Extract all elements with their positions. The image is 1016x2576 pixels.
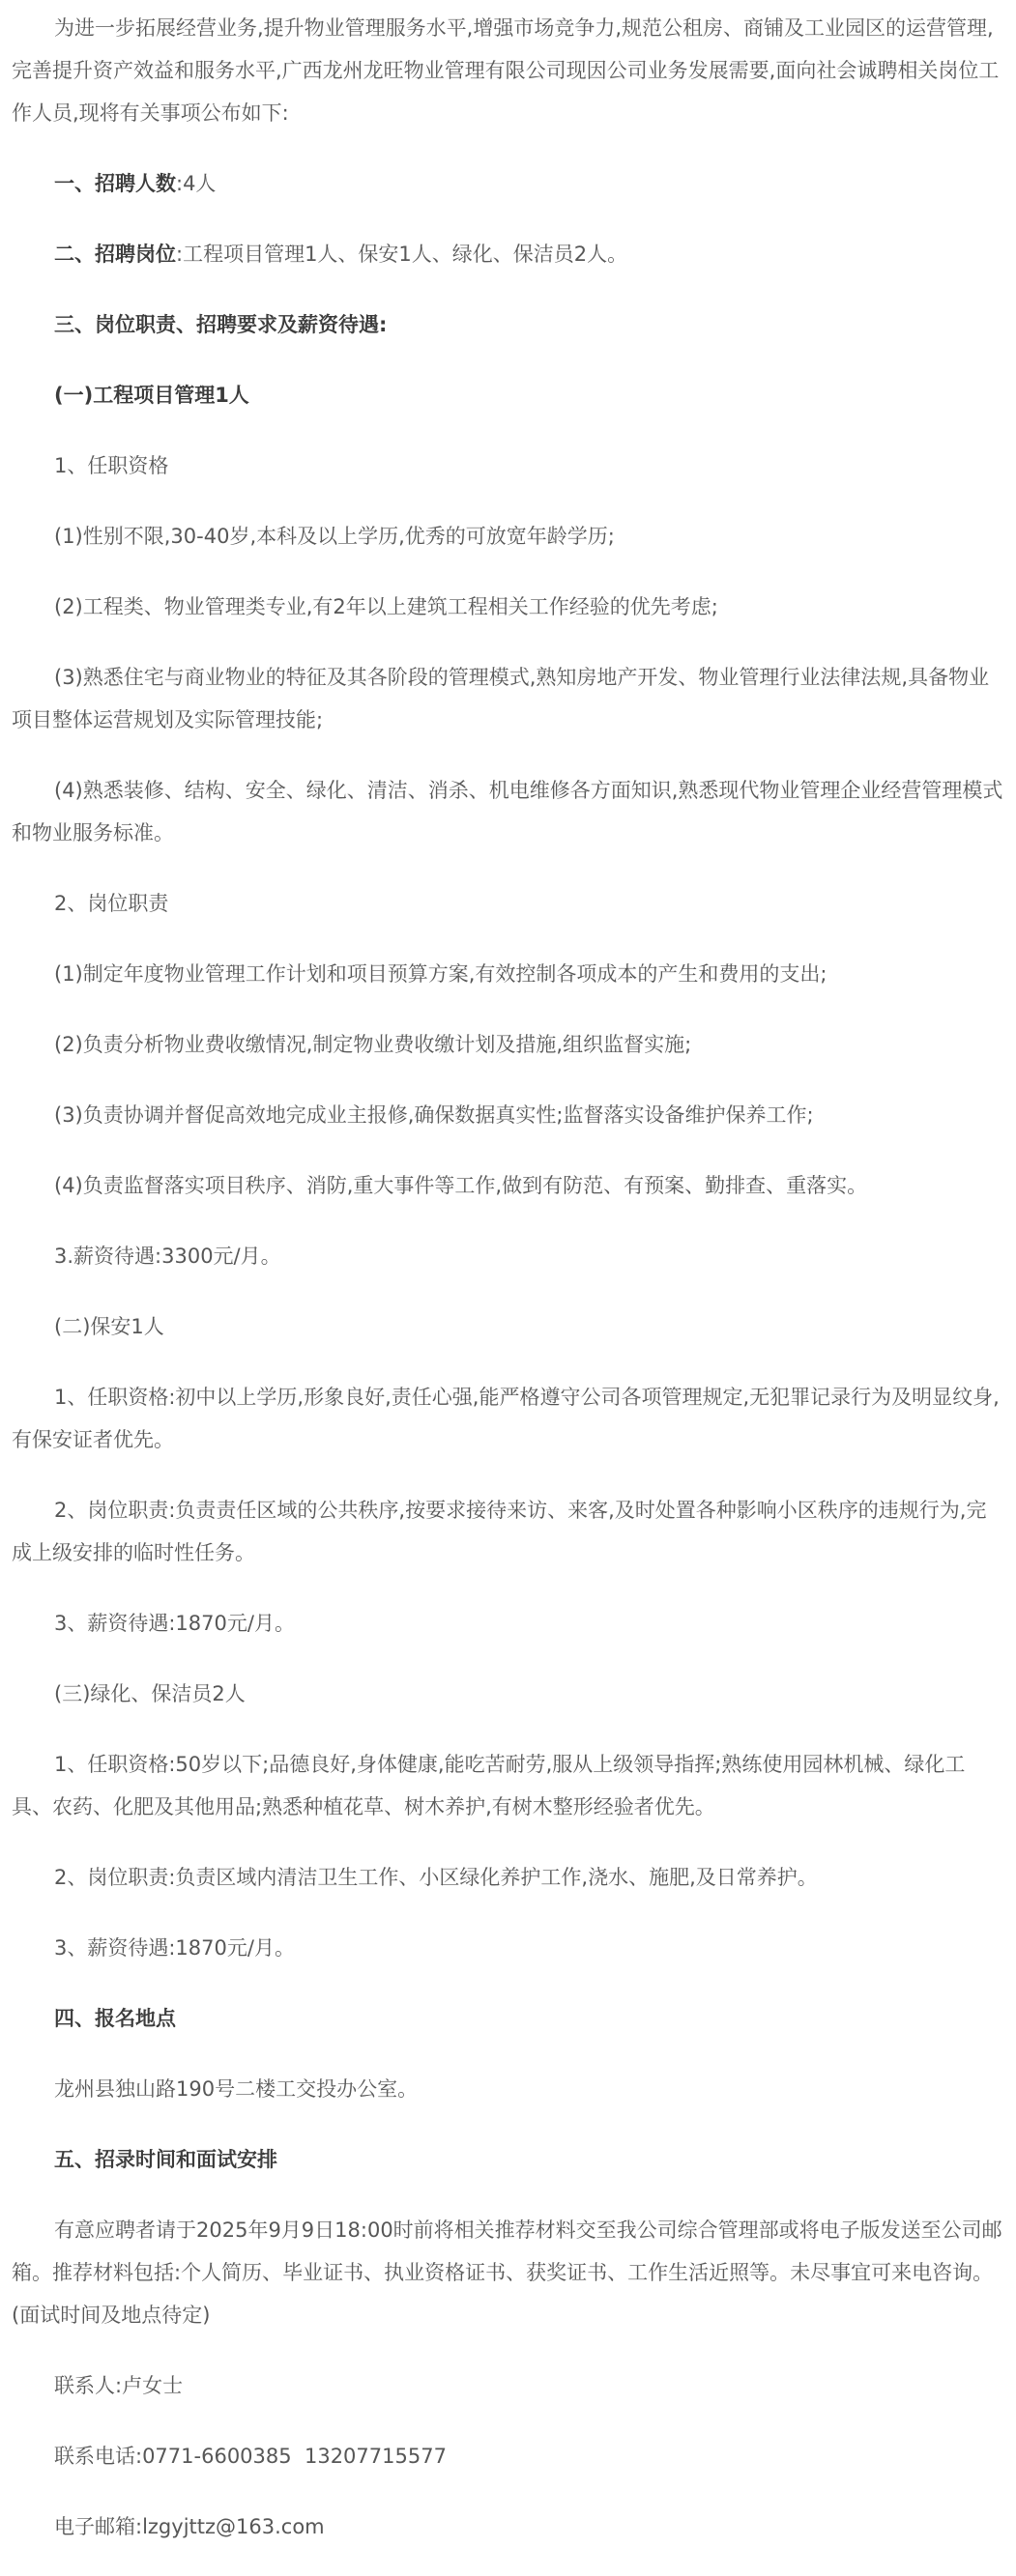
paragraph-text: (1)制定年度物业管理工作计划和项目预算方案,有效控制各项成本的产生和费用的支出; — [54, 962, 827, 986]
paragraph-27 — [12, 2138, 1005, 2181]
paragraph-7 — [12, 515, 1005, 558]
paragraph-29 — [12, 2364, 1005, 2407]
paragraph-text: 2、岗位职责:负责责任区域的公共秩序,按要求接待来访、来客,及时处置各种影响小区秩序的违规行为,完成上级安排的临时性任务。 — [12, 1499, 987, 1564]
paragraph-12 — [12, 953, 1005, 995]
paragraph-18 — [12, 1376, 1005, 1461]
paragraph-text: 电子邮箱:lzgyjttz@163.com — [54, 2515, 325, 2538]
paragraph-30 — [12, 2435, 1005, 2477]
paragraph-3 — [12, 233, 1005, 275]
paragraph-text: (1)性别不限,30-40岁,本科及以上学历,优秀的可放宽年龄学历; — [54, 525, 615, 548]
paragraph-6 — [12, 444, 1005, 487]
paragraph-text: 联系电话:0771-6600385 13207715577 — [54, 2445, 447, 2468]
paragraph-23 — [12, 1856, 1005, 1899]
paragraph-text: (4)熟悉装修、结构、安全、绿化、清洁、消杀、机电维修各方面知识,熟悉现代物业管理企业经营管理模式和物业服务标准。 — [12, 779, 1003, 844]
paragraph-19 — [12, 1489, 1005, 1574]
paragraph-11 — [12, 882, 1005, 925]
paragraph-text: (三)绿化、保洁员2人 — [54, 1682, 246, 1705]
paragraph-heading-label: 五、招录时间和面试安排 — [54, 2148, 277, 2171]
paragraph-heading-label: (一)工程项目管理1人 — [54, 384, 249, 407]
paragraph-text: (3)熟悉住宅与商业物业的特征及其各阶段的管理模式,熟知房地产开发、物业管理行业法律法规,具备物业项目整体运营规划及实际管理技能; — [12, 666, 990, 731]
paragraph-text: (3)负责协调并督促高效地完成业主报修,确保数据真实性;监督落实设备维护保养工作; — [54, 1103, 814, 1127]
paragraph-24 — [12, 1927, 1005, 1969]
paragraph-text: (2)负责分析物业费收缴情况,制定物业费收缴计划及措施,组织监督实施; — [54, 1033, 692, 1056]
paragraph-text: (2)工程类、物业管理类专业,有2年以上建筑工程相关工作经验的优先考虑; — [54, 595, 718, 618]
paragraph-31 — [12, 2505, 1005, 2548]
paragraph-25 — [12, 1997, 1005, 2040]
paragraph-5 — [12, 374, 1005, 416]
paragraph-4 — [12, 303, 1005, 346]
paragraph-text: 联系人:卢女士 — [54, 2374, 184, 2397]
paragraph-text: 1、任职资格 — [54, 454, 169, 477]
paragraph-21 — [12, 1673, 1005, 1715]
paragraph-text: (二)保安1人 — [54, 1315, 164, 1338]
paragraph-text: 3、薪资待遇:1870元/月。 — [54, 1936, 295, 1960]
paragraph-heading-label: 一、招聘人数 — [54, 172, 176, 195]
paragraph-8 — [12, 586, 1005, 628]
paragraph-heading-label: 四、报名地点 — [54, 2007, 176, 2030]
paragraph-heading-label: 三、岗位职责、招聘要求及薪资待遇: — [54, 313, 388, 336]
paragraph-20 — [12, 1602, 1005, 1645]
paragraph-text: 为进一步拓展经营业务,提升物业管理服务水平,增强市场竞争力,规范公租房、商铺及工业园区的运营管理,完善提升资产效益和服务水平,广西龙州龙旺物业管理有限公司现因公司业务发展需要,面向社会诚聘相关岗位工作人员,现将有关事项公布如下: — [12, 16, 1000, 125]
paragraph-heading-label: 二、招聘岗位 — [54, 243, 176, 266]
paragraph-9 — [12, 656, 1005, 741]
paragraph-16 — [12, 1235, 1005, 1277]
paragraph-text: :工程项目管理1人、保安1人、绿化、保洁员2人。 — [176, 243, 628, 266]
paragraph-text: 3、薪资待遇:1870元/月。 — [54, 1612, 295, 1635]
paragraph-text: 1、任职资格:50岁以下;品德良好,身体健康,能吃苦耐劳,服从上级领导指挥;熟练使用园林机械、绿化工具、农药、化肥及其他用品;熟悉种植花草、树木养护,有树木整形经验者优先。 — [12, 1753, 966, 1818]
paragraph-text: 2、岗位职责:负责区域内清洁卫生工作、小区绿化养护工作,浇水、施肥,及日常养护。 — [54, 1866, 818, 1889]
paragraph-text: :4人 — [176, 172, 217, 195]
paragraph-22 — [12, 1743, 1005, 1828]
paragraph-13 — [12, 1023, 1005, 1066]
paragraph-14 — [12, 1094, 1005, 1136]
paragraph-text: 2、岗位职责 — [54, 892, 169, 915]
paragraph-text: 1、任职资格:初中以上学历,形象良好,责任心强,能严格遵守公司各项管理规定,无犯罪记录行为及明显纹身,有保安证者优先。 — [12, 1386, 1000, 1451]
paragraph-text: 有意应聘者请于2025年9月9日18:00时前将相关推荐材料交至我公司综合管理部或将电子版发送至公司邮箱。推荐材料包括:个人简历、毕业证书、执业资格证书、获奖证书、工作生活近照等。未尽事宜可来电咨询。(面试时间及地点待定) — [12, 2218, 1002, 2327]
paragraph-26 — [12, 2068, 1005, 2110]
paragraph-text: 龙州县独山路190号二楼工交投办公室。 — [54, 2077, 419, 2101]
paragraph-text: 3.薪资待遇:3300元/月。 — [54, 1245, 281, 1268]
paragraph-28 — [12, 2209, 1005, 2336]
paragraph-2 — [12, 162, 1005, 205]
paragraph-15 — [12, 1164, 1005, 1207]
paragraph-17 — [12, 1305, 1005, 1348]
paragraph-10 — [12, 769, 1005, 854]
paragraph-text: (4)负责监督落实项目秩序、消防,重大事件等工作,做到有防范、有预案、勤排查、重落实。 — [54, 1174, 868, 1197]
paragraph-1 — [12, 7, 1005, 134]
